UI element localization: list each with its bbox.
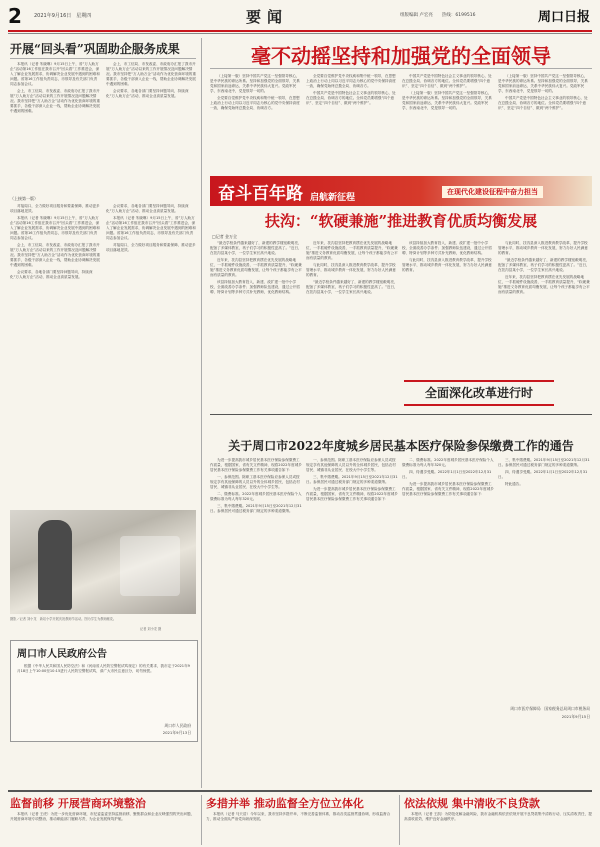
article-text: 为防范化解金融风险，我市金融机构依法依规开展不良贷款集中清收行动，压实清收责任，提高清收质效，维护良好金融秩序。	[404, 812, 592, 821]
paragraph: 为进一步提高我市城乡居民基本医疗保险参保缴费工作质量，根据国家、省有关文件精神，现将2022年度城乡居民基本医疗保险参保缴费工作有关事项通告如下：	[210, 458, 302, 472]
paragraph: 该县持续加大教育投入，新建、改扩建一批中小学校，全面改善办学条件；加强教师队伍建设，通过公开招聘、特岗计划等多种方式补充教师，优化教师结构。	[402, 241, 492, 255]
page-number: 2	[8, 4, 22, 28]
paragraph: 一、参保范围。除职工基本医疗保险应参保人员或按规定享有其他保障的人员以外的全体城乡居民，包括农村居民、城镇非从业居民、在校大中小学生等。	[210, 475, 300, 489]
paragraph: 该县持续加大教育投入，新建、改扩建一批中小学校，全面改善办学条件；加强教师队伍建设，通过公开招聘、特岗计划等多种方式补充教师，优化教师结构。	[210, 280, 300, 294]
bottom-rule	[8, 790, 592, 792]
bottom-headline-3: 依法依规 集中清收不良贷款	[404, 797, 540, 810]
paragraph: 全党要自觉维护党中央权威和集中统一领导，在思想上政治上行动上同以习近平同志为核心的党中央保持高度一致，确保党始终总揽全局、协调各方。	[306, 74, 396, 88]
main-col3	[402, 74, 494, 170]
issue-date: 2021年9月16日 星期四	[34, 13, 92, 19]
paragraph: 为进一步提高我市城乡居民基本医疗保险参保缴费工作质量，根据国家、省有关文件精神，现将2022年度城乡居民基本医疗保险参保缴费工作有关事项通告如下：	[402, 482, 494, 496]
main-col4	[498, 74, 590, 170]
paragraph: 会上，市工信局、市发改委、市政府办汇报了我市开展“万人助万企”活动以来的工作开展情况及问题解决情况。我市坚持把“万人助万企”活动作为优化营商环境的重要抓手，各级干部深入企业一线，帮助企业协调解决发展中遇到的困难。	[10, 89, 100, 113]
article-text: 今年以来，我市坚持多措并举，不断完善监督体系，推动各类监督贯通协调，形成监督合力，推动全面从严治党向纵深发展。	[206, 812, 391, 821]
paragraph: 对接周口，全力做好项目服务和要素保障，推动更多项目落地见效。	[10, 204, 100, 213]
left-article-col4	[106, 204, 196, 504]
left-article-col3	[10, 204, 100, 504]
bottom-headline-1: 监督前移 开展营商环境整治	[10, 797, 146, 810]
paragraph: 二、缴费标准。2022年度城乡居民基本医疗保险个人缴费标准为每人每年320元。	[210, 492, 302, 501]
divider	[10, 58, 196, 59]
paragraph: 近年来，扶沟县坚持把教育摆在优先发展的战略地位，一手抓硬件设施改善，一手抓教育质量提升，“软硬兼施”推进义务教育优质均衡发展，让每个孩子都能享有公平而有质量的教育。	[306, 241, 398, 260]
banner-title: 奋斗百年路	[218, 184, 303, 204]
paragraph: （上接第一版）坚持中国共产党这一坚强领导核心，是中华民族的命运所系。坚持和加强党的全面领导，关系党和国家前途命运，关系中华民族伟大复兴。党政军民学，东西南北中，党是领导一切的。	[498, 74, 588, 93]
left-article-col1	[10, 62, 100, 190]
paragraph: 中国共产党是中国特色社会主义事业的领导核心，处在总揽全局、协调各方的地位。全体党员要增强“四个意识”、坚定“四个自信”、做到“两个维护”。	[306, 91, 396, 105]
centenary-headline: 扶沟：“软硬兼施”推进教育优质均衡发展	[264, 212, 538, 230]
column-divider	[201, 795, 202, 845]
gov-notice-title: 周口市人民政府公告	[17, 649, 107, 660]
bottom-article-3	[404, 812, 592, 844]
paragraph: （上接第一版）坚持中国共产党这一坚强领导核心，是中华民族的命运所系。坚持和加强党的全面领导，关系党和国家前途命运，关系中华民族伟大复兴。党政军民学，东西南北中，党是领导一切的。	[210, 74, 300, 93]
notice-col4	[498, 458, 590, 698]
paragraph: 二、缴费标准。2022年度城乡居民基本医疗保险个人缴费标准为每人每年320元。	[402, 458, 494, 467]
paragraph: 会上，市工信局、市发改委、市政府办汇报了我市开展“万人助万企”活动以来的工作开展情况及问题解决情况。我市坚持把“万人助万企”活动作为优化营商环境的重要抓手，各级干部深入企业一线，帮助企业协调解决发展中遇到的困难。	[10, 243, 100, 267]
paragraph: 本报讯（记者 朱晓琳）9月15日上午，省“万人助万企”活动第16工作组在我市召开“回头看”工作推进会，深入了解企业发展需求，协调解决企业发展中遇到的困难和问题。省第16工作组负责同志，市领导及有关部门负责同志参加会议。	[10, 62, 100, 86]
paragraph: 与此同时，扶沟县深入推进教育教学改革，提升学校管理水平，推动城乡教育一体化发展，努力办好人民满意的教育。	[498, 241, 588, 255]
paragraph: 会议要求，各地各部门要坚持问题导向，持续深化“万人助万企”活动，推动企业高质量发展。	[106, 204, 189, 213]
paragraph: 根据《中华人民共和国人民防空法》和《河南省人民防空警报试鸣规定》的有关要求，我市定于2021年9月18日上午10:00至10:15进行人民防空警报试鸣，请广大市民注意区分，切勿惊慌。	[17, 664, 190, 673]
notice-headline: 关于周口市2022年度城乡居民基本医疗保险参保缴费工作的通告	[228, 439, 574, 453]
article-text: 为进一步优化营商环境，市纪委监委坚持监督前移，聚焦群众和企业反映强烈的突出问题，开展营商环境专项整治，推动职能部门履职尽责，为企业发展保驾护航。	[10, 812, 195, 821]
paragraph: 本报讯（记者 朱晓琳）9月15日上午，省“万人助万企”活动第16工作组在我市召开“回头看”工作推进会，深入了解企业发展需求，协调解决企业发展中遇到的困难和问题。省第16工作组负责同志，市领导及有关部门负责同志参加会议。	[106, 216, 196, 240]
column-divider	[201, 38, 202, 788]
person-figure	[38, 520, 72, 610]
paragraph: 会上，市工信局、市发改委、市政府办汇报了我市开展“万人助万企”活动以来的工作开展情况及问题解决情况。我市坚持把“万人助万企”活动作为优化营商环境的重要抓手，各级干部深入企业一线，帮助企业协调解决发展中遇到的困难。	[106, 62, 196, 86]
banner-badge: 在现代化建设征程中奋力担当	[442, 186, 543, 198]
paragraph: 会议要求，各地各部门要坚持问题导向，持续深化“万人助万企”活动，推动企业高质量发展。	[10, 270, 93, 279]
byline: 本报讯（记者 王虎）	[17, 812, 51, 816]
centenary-banner	[210, 176, 592, 206]
notice-date: 2021年9月15日	[561, 714, 590, 719]
main-col2	[306, 74, 398, 170]
paragraph	[10, 812, 196, 822]
paragraph: 中国共产党是中国特色社会主义事业的领导核心，处在总揽全局、协调各方的地位。全体党员要增强“四个意识”、坚定“四个自信”、做到“两个维护”。	[498, 96, 588, 110]
paragraph: “最近学校条件越来越好了，新建的教学楼宽敞明亮，配备了多媒体教室，孩子们学习的积极性更高了。”近日，在扶沟县某小学，一位学生家长高兴地说。	[210, 241, 302, 255]
paragraph: 三、集中缴费期。2021年9月15日至2021年12月31日。参保居民可通过税务部门规定的多种渠道缴纳。	[498, 458, 590, 467]
paragraph: 与此同时，扶沟县深入推进教育教学改革，提升学校管理水平，推动城乡教育一体化发展，努力办好人民满意的教育。	[306, 263, 396, 277]
paragraph: 为进一步提高我市城乡居民基本医疗保险参保缴费工作质量，根据国家、省有关文件精神，现将2022年度城乡居民基本医疗保险参保缴费工作有关事项通告如下：	[306, 487, 398, 501]
notice-col2	[306, 458, 398, 738]
section-title: 要闻	[246, 8, 289, 26]
centenary-col2	[306, 241, 398, 409]
paper-name: 周口日报	[538, 10, 591, 25]
notice-col3	[402, 458, 494, 738]
bottom-article-2	[206, 812, 396, 844]
header-rule	[8, 30, 592, 32]
paragraph: “最近学校条件越来越好了，新建的教学楼宽敞明亮，配备了多媒体教室，孩子们学习的积极性更高了。”近日，在扶沟县某小学，一位学生家长高兴地说。	[306, 280, 398, 294]
reform-headline: 全面深化改革进行时	[424, 386, 533, 400]
bottom-article-1	[10, 812, 196, 844]
paragraph: 近年来，扶沟县坚持把教育摆在优先发展的战略地位，一手抓硬件设施改善，一手抓教育质量提升，“软硬兼施”推进义务教育优质均衡发展，让每个孩子都能享有公平而有质量的教育。	[498, 275, 590, 294]
paragraph: “最近学校条件越来越好了，新建的教学楼宽敞明亮，配备了多媒体教室，孩子们学习的积极性更高了。”近日，在扶沟县某小学，一位学生家长高兴地说。	[498, 258, 590, 272]
paragraph: 与此同时，扶沟县深入推进教育教学改革，提升学校管理水平，推动城乡教育一体化发展，努力办好人民满意的教育。	[402, 258, 492, 272]
centenary-col3	[402, 241, 494, 361]
paragraph: 本报讯（记者 朱晓琳）9月15日上午，省“万人助万企”活动第16工作组在我市召开“回头看”工作推进会，深入了解企业发展需求，协调解决企业发展中遇到的困难和问题。省第16工作组负责同志，市领导及有关部门负责同志参加会议。	[10, 216, 100, 240]
bottom-headline-2: 多措并举 推动监督全方位立体化	[206, 797, 364, 810]
notice-signature: 周口市医疗保障局 国家税务总局周口市税务局	[510, 706, 590, 711]
gov-notice	[10, 640, 198, 742]
photo-credit: 记者 刘小龙 摄	[140, 627, 162, 631]
continued-note: （上接第一版）	[10, 196, 38, 201]
photo-caption: 摄影／记者 刘小龙 新站小学开展庆祝教师节活动。图为学生为教师献花。	[10, 617, 117, 621]
gov-notice-date: 2021年9月13日	[162, 730, 191, 735]
left-headline: 开展“回头看”巩固助企服务成果	[10, 42, 180, 56]
paragraph: 三、集中缴费期。2021年9月15日至2021年12月31日。参保居民可通过税务部门规定的多种渠道缴纳。	[306, 475, 398, 484]
paragraph: 中国共产党是中国特色社会主义事业的领导核心，处在总揽全局、协调各方的地位。全体党员要增强“四个意识”、坚定“四个自信”、做到“两个维护”。	[402, 74, 492, 88]
paragraph: 全党要自觉维护党中央权威和集中统一领导，在思想上政治上行动上同以习近平同志为核心的党中央保持高度一致，确保党始终总揽全局、协调各方。	[210, 96, 300, 110]
gov-notice-signature: 周口市人民政府	[164, 723, 191, 728]
paragraph: 三、集中缴费期。2021年9月15日至2021年12月31日。参保居民可通过税务部门规定的多种渠道缴纳。	[210, 504, 302, 513]
byline: 本报讯（记者 王凯）	[411, 812, 445, 816]
paragraph: 对接周口，全力做好项目服务和要素保障，推动更多项目落地见效。	[106, 243, 196, 252]
notice-col1	[210, 458, 302, 738]
reform-banner	[404, 380, 554, 406]
news-photo	[10, 510, 196, 614]
main-headline: 毫不动摇坚持和加强党的全面领导	[251, 44, 551, 68]
divider	[210, 414, 592, 415]
divider	[210, 68, 592, 69]
centenary-col1	[210, 241, 302, 409]
paragraph: 四、待遇享受期。2022年1月1日至2022年12月31日。	[498, 470, 588, 479]
column-divider	[399, 795, 400, 845]
paragraph: 一、参保范围。除职工基本医疗保险应参保人员或按规定享有其他保障的人员以外的全体城乡居民，包括农村居民、城镇非从业居民、在校大中小学生等。	[306, 458, 396, 472]
left-article-col2	[106, 62, 196, 190]
paragraph: 四、待遇享受期。2022年1月1日至2022年12月31日。	[402, 470, 492, 479]
paragraph	[206, 812, 396, 822]
byline: □记者 金万全	[212, 234, 238, 239]
display-board	[120, 536, 180, 596]
paragraph: 特此通告。	[505, 482, 523, 486]
paragraph: 近年来，扶沟县坚持把教育摆在优先发展的战略地位，一手抓硬件设施改善，一手抓教育质量提升，“软硬兼施”推进义务教育优质均衡发展，让每个孩子都能享有公平而有质量的教育。	[210, 258, 302, 277]
paragraph	[404, 812, 592, 822]
paragraph: （上接第一版）坚持中国共产党这一坚强领导核心，是中华民族的命运所系。坚持和加强党的全面领导，关系党和国家前途命运，关系中华民族伟大复兴。党政军民学，东西南北中，党是领导一切的。	[402, 91, 492, 110]
gov-notice-body	[11, 662, 197, 721]
editor-line: 组版编辑 卢宏亮 热线：6199516	[400, 13, 476, 18]
header-rule-thin	[8, 33, 592, 34]
main-col1	[210, 74, 302, 170]
byline: 本报讯（记者 马天浩）	[213, 812, 251, 816]
paragraph: 会议要求，各地各部门要坚持问题导向，持续深化“万人助万企”活动，推动企业高质量发展。	[106, 89, 189, 98]
banner-subtitle: 启航新征程	[310, 193, 356, 203]
